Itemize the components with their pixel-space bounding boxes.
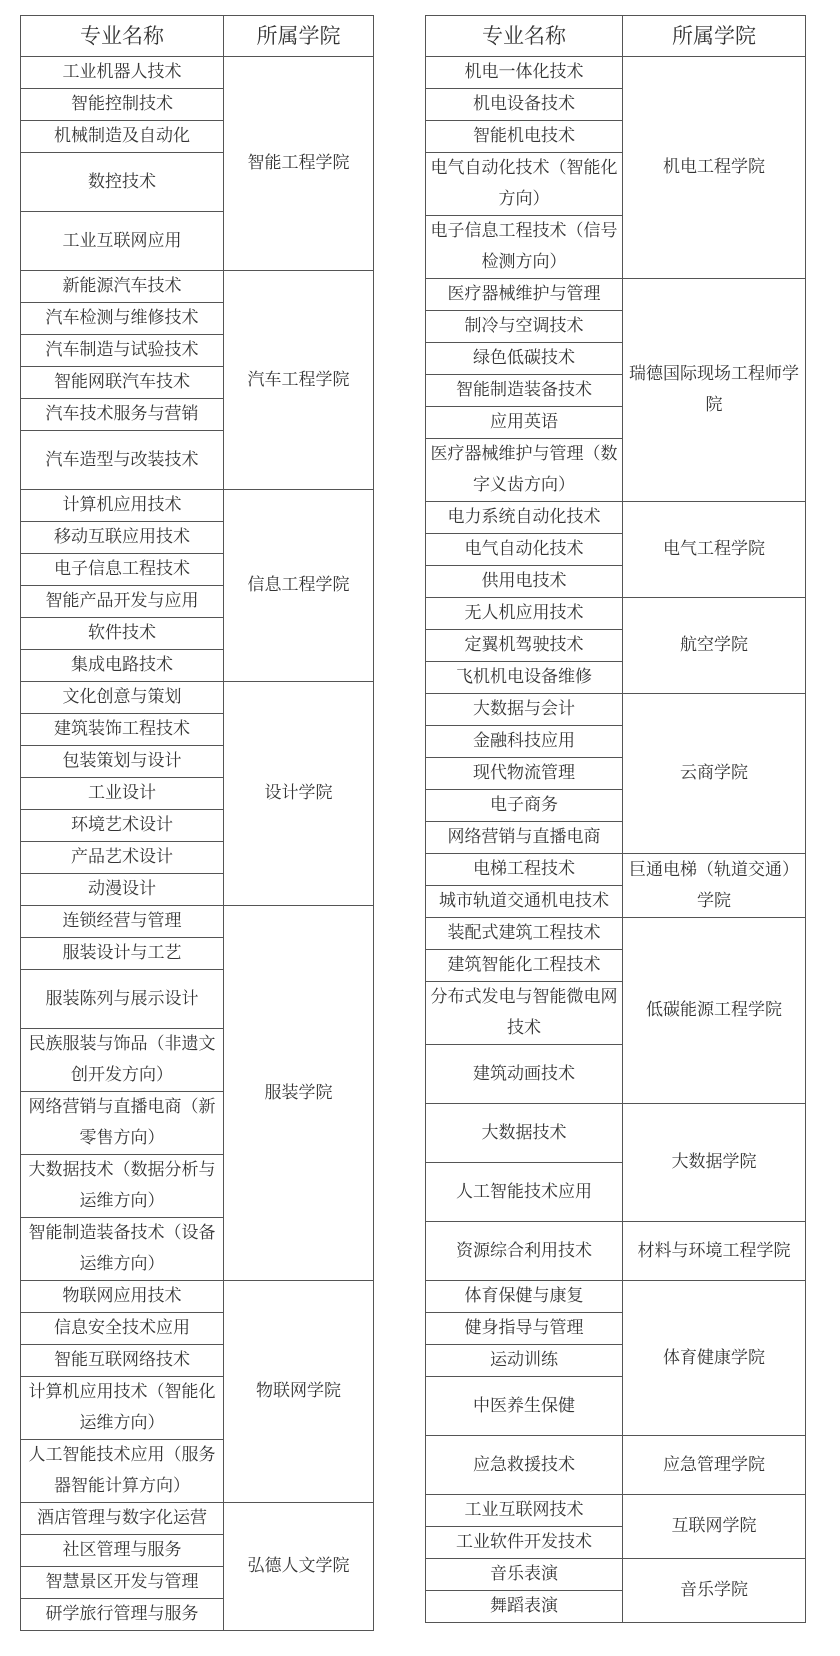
table-row bbox=[426, 1104, 806, 1163]
major-cell: 智能网联汽车技术 bbox=[21, 367, 224, 399]
college-cell: 音乐学院 bbox=[623, 1559, 806, 1623]
major-cell: 信息安全技术应用 bbox=[21, 1313, 224, 1345]
college-cell: 低碳能源工程学院 bbox=[623, 918, 806, 1104]
major-cell: 电气自动化技术 bbox=[426, 534, 623, 566]
major-cell: 新能源汽车技术 bbox=[21, 271, 224, 303]
major-cell: 汽车检测与维修技术 bbox=[21, 303, 224, 335]
major-cell: 服装陈列与展示设计 bbox=[21, 970, 224, 1029]
table-row bbox=[426, 279, 806, 311]
college-cell: 互联网学院 bbox=[623, 1495, 806, 1559]
major-cell: 分布式发电与智能微电网技术 bbox=[426, 982, 623, 1045]
college-cell: 设计学院 bbox=[224, 682, 374, 906]
major-cell: 飞机机电设备维修 bbox=[426, 662, 623, 694]
college-header: 所属学院 bbox=[623, 16, 806, 57]
major-cell: 应急救援技术 bbox=[426, 1436, 623, 1495]
table-row bbox=[21, 1503, 374, 1535]
college-cell: 物联网学院 bbox=[224, 1281, 374, 1503]
table-row bbox=[21, 490, 374, 522]
table-row bbox=[426, 694, 806, 726]
major-cell: 网络营销与直播电商 bbox=[426, 822, 623, 854]
major-cell: 计算机应用技术（智能化运维方向） bbox=[21, 1377, 224, 1440]
major-cell: 工业机器人技术 bbox=[21, 57, 224, 89]
major-cell: 绿色低碳技术 bbox=[426, 343, 623, 375]
college-cell: 巨通电梯（轨道交通）学院 bbox=[623, 854, 806, 918]
table-row bbox=[426, 1495, 806, 1527]
header-row bbox=[21, 16, 374, 57]
header-row bbox=[426, 16, 806, 57]
major-cell: 城市轨道交通机电技术 bbox=[426, 886, 623, 918]
major-cell: 汽车制造与试验技术 bbox=[21, 335, 224, 367]
major-cell: 动漫设计 bbox=[21, 874, 224, 906]
major-cell: 应用英语 bbox=[426, 407, 623, 439]
major-table-right bbox=[425, 15, 806, 1623]
college-cell: 电气工程学院 bbox=[623, 502, 806, 598]
college-cell: 应急管理学院 bbox=[623, 1436, 806, 1495]
table-row bbox=[426, 502, 806, 534]
major-cell: 供用电技术 bbox=[426, 566, 623, 598]
major-cell: 智能机电技术 bbox=[426, 121, 623, 153]
major-cell: 健身指导与管理 bbox=[426, 1313, 623, 1345]
major-cell: 文化创意与策划 bbox=[21, 682, 224, 714]
major-cell: 服装设计与工艺 bbox=[21, 938, 224, 970]
major-cell: 大数据技术（数据分析与运维方向） bbox=[21, 1155, 224, 1218]
major-cell: 汽车造型与改装技术 bbox=[21, 431, 224, 490]
college-cell: 服装学院 bbox=[224, 906, 374, 1281]
college-cell: 弘德人文学院 bbox=[224, 1503, 374, 1631]
major-cell: 电子信息工程技术（信号检测方向） bbox=[426, 216, 623, 279]
major-cell: 电力系统自动化技术 bbox=[426, 502, 623, 534]
major-header: 专业名称 bbox=[426, 16, 623, 57]
college-cell: 材料与环境工程学院 bbox=[623, 1222, 806, 1281]
college-cell: 云商学院 bbox=[623, 694, 806, 854]
table-row bbox=[21, 57, 374, 89]
major-cell: 软件技术 bbox=[21, 618, 224, 650]
major-cell: 电子商务 bbox=[426, 790, 623, 822]
table-row bbox=[426, 918, 806, 950]
major-cell: 研学旅行管理与服务 bbox=[21, 1599, 224, 1631]
major-cell: 网络营销与直播电商（新零售方向） bbox=[21, 1092, 224, 1155]
table-row bbox=[426, 57, 806, 89]
major-cell: 金融科技应用 bbox=[426, 726, 623, 758]
major-cell: 机电设备技术 bbox=[426, 89, 623, 121]
major-cell: 装配式建筑工程技术 bbox=[426, 918, 623, 950]
major-cell: 大数据技术 bbox=[426, 1104, 623, 1163]
major-cell: 物联网应用技术 bbox=[21, 1281, 224, 1313]
major-cell: 中医养生保健 bbox=[426, 1377, 623, 1436]
major-cell: 工业互联网应用 bbox=[21, 212, 224, 271]
major-cell: 体育保健与康复 bbox=[426, 1281, 623, 1313]
table-row bbox=[426, 1222, 806, 1281]
major-cell: 医疗器械维护与管理（数字义齿方向） bbox=[426, 439, 623, 502]
major-cell: 智能互联网络技术 bbox=[21, 1345, 224, 1377]
major-cell: 现代物流管理 bbox=[426, 758, 623, 790]
major-cell: 社区管理与服务 bbox=[21, 1535, 224, 1567]
major-cell: 连锁经营与管理 bbox=[21, 906, 224, 938]
table-row bbox=[21, 682, 374, 714]
major-cell: 智慧景区开发与管理 bbox=[21, 1567, 224, 1599]
major-cell: 工业设计 bbox=[21, 778, 224, 810]
college-cell: 智能工程学院 bbox=[224, 57, 374, 271]
major-cell: 数控技术 bbox=[21, 153, 224, 212]
college-cell: 汽车工程学院 bbox=[224, 271, 374, 490]
major-cell: 包装策划与设计 bbox=[21, 746, 224, 778]
major-cell: 环境艺术设计 bbox=[21, 810, 224, 842]
major-cell: 智能制造装备技术（设备运维方向） bbox=[21, 1218, 224, 1281]
major-cell: 智能产品开发与应用 bbox=[21, 586, 224, 618]
table-row bbox=[426, 598, 806, 630]
major-cell: 机械制造及自动化 bbox=[21, 121, 224, 153]
major-cell: 人工智能技术应用（服务器智能计算方向） bbox=[21, 1440, 224, 1503]
major-cell: 建筑智能化工程技术 bbox=[426, 950, 623, 982]
table-row bbox=[426, 1436, 806, 1495]
major-cell: 工业互联网技术 bbox=[426, 1495, 623, 1527]
major-cell: 产品艺术设计 bbox=[21, 842, 224, 874]
major-cell: 电气自动化技术（智能化方向） bbox=[426, 153, 623, 216]
table-row bbox=[426, 1559, 806, 1591]
major-cell: 医疗器械维护与管理 bbox=[426, 279, 623, 311]
major-cell: 移动互联应用技术 bbox=[21, 522, 224, 554]
major-cell: 工业软件开发技术 bbox=[426, 1527, 623, 1559]
table-row bbox=[426, 1281, 806, 1313]
major-cell: 机电一体化技术 bbox=[426, 57, 623, 89]
major-cell: 电梯工程技术 bbox=[426, 854, 623, 886]
major-cell: 电子信息工程技术 bbox=[21, 554, 224, 586]
major-cell: 建筑动画技术 bbox=[426, 1045, 623, 1104]
major-cell: 智能制造装备技术 bbox=[426, 375, 623, 407]
table-row bbox=[21, 271, 374, 303]
table-row bbox=[21, 906, 374, 938]
major-cell: 酒店管理与数字化运营 bbox=[21, 1503, 224, 1535]
major-header: 专业名称 bbox=[21, 16, 224, 57]
major-cell: 集成电路技术 bbox=[21, 650, 224, 682]
major-cell: 音乐表演 bbox=[426, 1559, 623, 1591]
table-row bbox=[426, 854, 806, 886]
major-table-left bbox=[20, 15, 374, 1631]
table-row bbox=[21, 1281, 374, 1313]
college-cell: 瑞德国际现场工程师学院 bbox=[623, 279, 806, 502]
college-header: 所属学院 bbox=[224, 16, 374, 57]
college-cell: 体育健康学院 bbox=[623, 1281, 806, 1436]
college-cell: 信息工程学院 bbox=[224, 490, 374, 682]
college-cell: 航空学院 bbox=[623, 598, 806, 694]
major-cell: 汽车技术服务与营销 bbox=[21, 399, 224, 431]
major-cell: 舞蹈表演 bbox=[426, 1591, 623, 1623]
major-cell: 人工智能技术应用 bbox=[426, 1163, 623, 1222]
major-cell: 大数据与会计 bbox=[426, 694, 623, 726]
major-cell: 定翼机驾驶技术 bbox=[426, 630, 623, 662]
major-cell: 民族服装与饰品（非遗文创开发方向） bbox=[21, 1029, 224, 1092]
major-cell: 制冷与空调技术 bbox=[426, 311, 623, 343]
major-cell: 无人机应用技术 bbox=[426, 598, 623, 630]
college-cell: 大数据学院 bbox=[623, 1104, 806, 1222]
major-cell: 计算机应用技术 bbox=[21, 490, 224, 522]
major-cell: 资源综合利用技术 bbox=[426, 1222, 623, 1281]
major-cell: 运动训练 bbox=[426, 1345, 623, 1377]
college-cell: 机电工程学院 bbox=[623, 57, 806, 279]
major-cell: 建筑装饰工程技术 bbox=[21, 714, 224, 746]
major-cell: 智能控制技术 bbox=[21, 89, 224, 121]
